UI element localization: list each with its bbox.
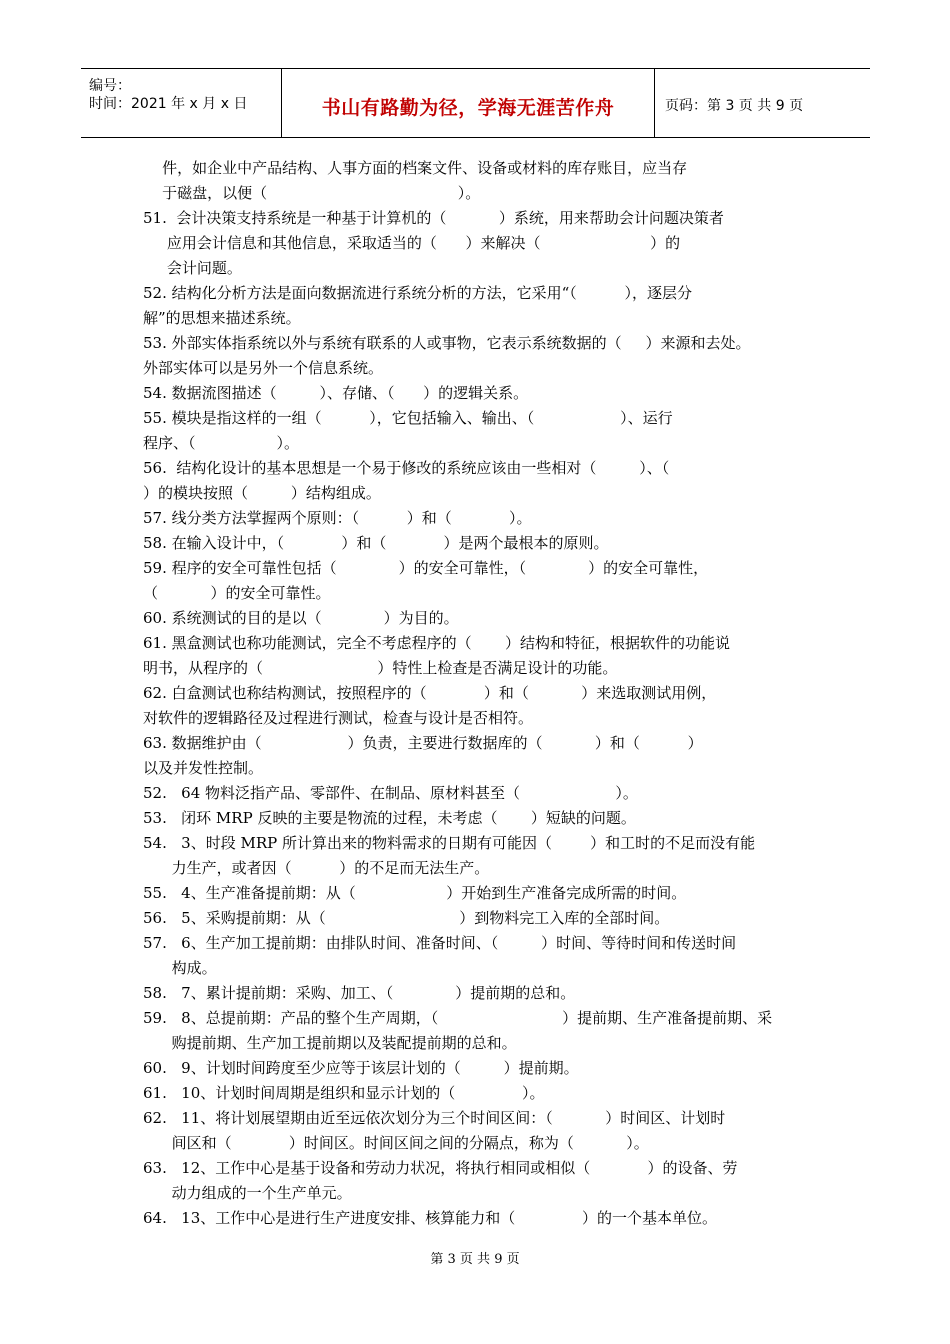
text-line: 56. 5、采购提前期：从（ ）到物料完工入库的全部时间。 (143, 909, 670, 927)
text-line: 62. 白盒测试也称结构测试，按照程序的（ ）和（ ）来选取测试用例， (143, 684, 717, 702)
text-line: 51. 会计决策支持系统是一种基于计算机的（ ）系统，用来帮助会计问题决策者 (143, 209, 724, 227)
text-line: 56. 结构化设计的基本思想是一个易于修改的系统应该由一些相对（ ）、（ (143, 459, 670, 477)
text-line: 57. 6、生产加工提前期：由排队时间、准备时间、（ ）时间、等待时间和传送时间 (143, 934, 737, 952)
text-line: 购提前期、生产加工提前期以及装配提前期的总和。 (143, 1034, 517, 1052)
text-line: 53. 闭环 MRP 反映的主要是物流的过程，未考虑（ ）短缺的问题。 (143, 809, 636, 827)
header-page-number: 页码：第 3 页 共 9 页 (665, 98, 804, 114)
text-line: 52. 64 物料泛指产品、零部件、在制品、原材料甚至（ ）。 (143, 784, 638, 802)
text-line: 应用会计信息和其他信息，采取适当的（ ）来解决（ ）的 (143, 234, 681, 252)
text-line: 动力组成的一个生产单元。 (143, 1184, 352, 1202)
text-line: 60. 9、计划时间跨度至少应等于该层计划的（ ）提前期。 (143, 1059, 579, 1077)
text-line: 54. 数据流图描述（ ）、存储、（ ）的逻辑关系。 (143, 384, 529, 402)
text-line: 外部实体可以是另外一个信息系统。 (143, 359, 384, 377)
page-footer: 第 3 页 共 9 页 (430, 1252, 520, 1267)
text-line: 63. 12、工作中心是基于设备和劳动力状况，将执行相同或相似（ ）的设备、劳 (143, 1159, 738, 1177)
text-line: 对软件的逻辑路径及过程进行测试，检查与设计是否相符。 (143, 709, 534, 727)
text-line: 55. 4、生产准备提前期：从（ ）开始到生产准备完成所需的时间。 (143, 884, 687, 902)
text-line: 59. 8、总提前期：产品的整个生产周期，（ ）提前期、生产准备提前期、采 (143, 1009, 773, 1027)
text-line: 构成。 (143, 959, 217, 977)
text-line: 程序、（ ）。 (143, 434, 300, 452)
text-line: 力生产，或者因（ ）的不足而无法生产。 (143, 859, 490, 877)
text-line: 64. 13、工作中心是进行生产进度安排、核算能力和（ ）的一个基本单位。 (143, 1209, 718, 1227)
text-line: （ ）的安全可靠性。 (143, 584, 331, 602)
text-line: 会计问题。 (143, 259, 242, 277)
text-line: 63. 数据维护由（ ）负责，主要进行数据库的（ ）和（ ） (143, 734, 703, 752)
text-line: 57. 线分类方法掌握两个原则：（ ）和（ ）。 (143, 509, 532, 527)
text-line: ）的模块按照（ ）结构组成。 (143, 484, 381, 502)
text-line: 55. 模块是指这样的一组（ ），它包括输入、输出、（ ）、运行 (143, 409, 673, 427)
text-line: 61. 10、计划时间周期是组织和显示计划的（ ）。 (143, 1084, 545, 1102)
text-line: 60. 系统测试的目的是以（ ）为目的。 (143, 609, 459, 627)
header-slogan-cell (282, 69, 655, 137)
text-line: 54. 3、时段 MRP 所计算出来的物料需求的日期有可能因（ ）和工时的不足而没有能 (143, 834, 756, 852)
header-info-cell (81, 69, 282, 137)
text-line: 明书，从程序的（ ）特性上检查是否满足设计的功能。 (143, 659, 618, 677)
text-line: 62. 11、将计划展望期由近至远依次划分为三个时间区间：（ ）时间区、计划时 (143, 1109, 726, 1127)
text-line: 58. 7、累计提前期：采购、加工、（ ）提前期的总和。 (143, 984, 576, 1002)
header-page-cell (655, 69, 870, 137)
text-line: 53. 外部实体指系统以外与系统有联系的人或事物，它表示系统数据的（ ）来源和去处。 (143, 334, 751, 352)
document-date-label: 时间：2021 年 x 月 x 日 (89, 96, 248, 112)
text-line: 于磁盘，以便（ ）。 (143, 184, 481, 202)
text-line: 件，如企业中产品结构、人事方面的档案文件、设备或材料的库存账目，应当存 (143, 159, 688, 177)
text-line: 58. 在输入设计中，（ ）和（ ）是两个最根本的原则。 (143, 534, 609, 552)
document-number-label: 编号： (89, 78, 131, 94)
text-line: 以及并发性控制。 (143, 759, 264, 777)
text-line: 解”的思想来描述系统。 (143, 309, 301, 327)
text-line: 52. 结构化分析方法是面向数据流进行系统分析的方法，它采用“（ ），逐层分 (143, 284, 692, 302)
text-line: 间区和（ ）时间区。时间区间之间的分隔点，称为（ ）。 (143, 1134, 649, 1152)
text-line: 61. 黑盒测试也称功能测试，完全不考虑程序的（ ）结构和特征，根据软件的功能说 (143, 634, 731, 652)
header-slogan: 书山有路勤为径，学海无涯苦作舟 (321, 97, 615, 119)
page-header (81, 68, 870, 138)
text-line: 59. 程序的安全可靠性包括（ ）的安全可靠性，（ ）的安全可靠性， (143, 559, 709, 577)
